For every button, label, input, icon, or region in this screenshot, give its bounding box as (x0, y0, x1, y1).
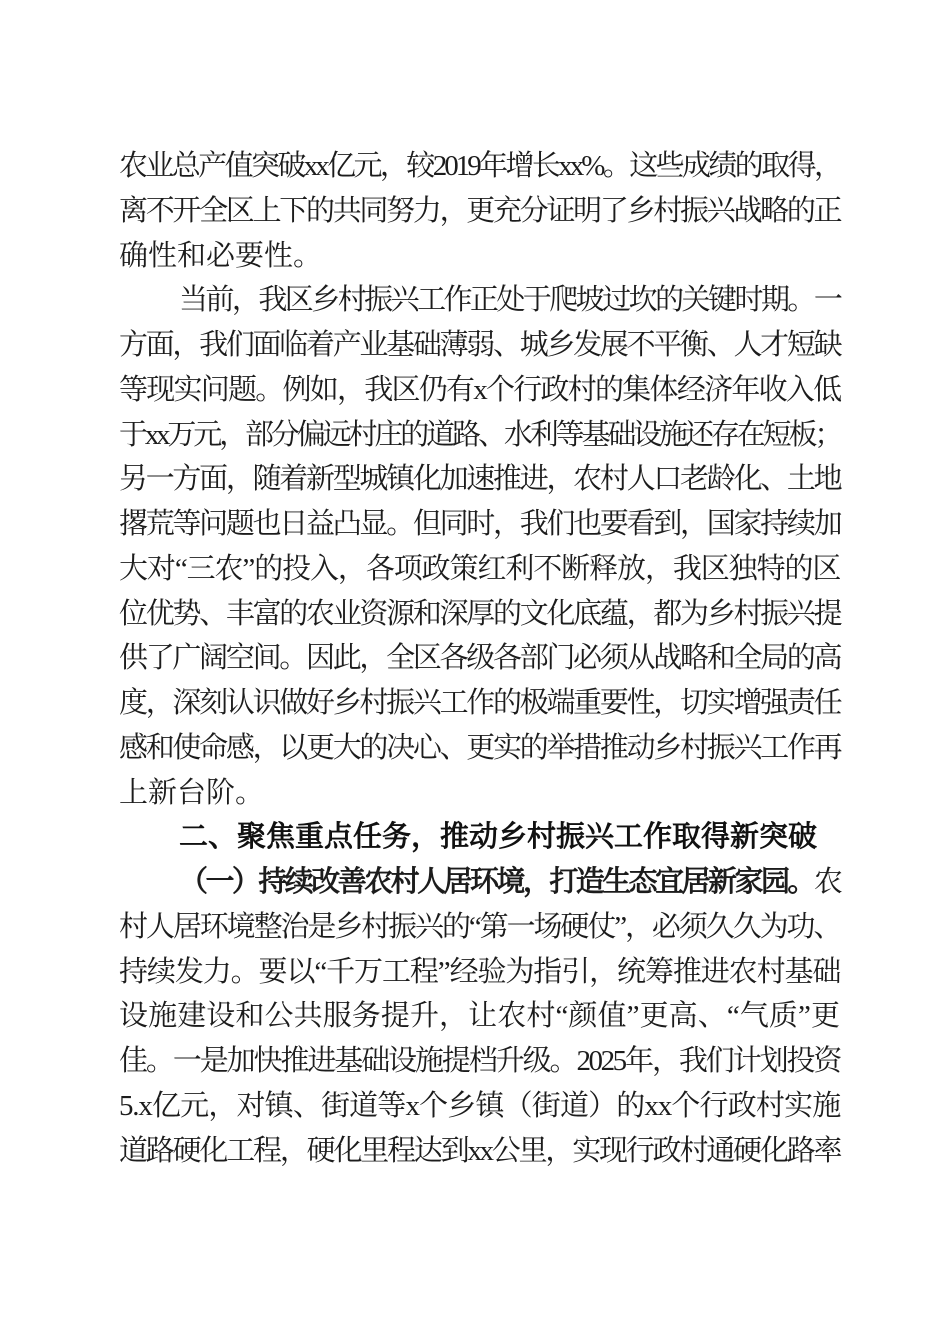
body-text-line (119, 502, 840, 547)
line-text (179, 866, 840, 898)
line-text: 大对“三农”的投入，各项政策红利不断释放，我区独特的区 (119, 552, 840, 585)
line-text: 度，深刻认识做好乡村振兴工作的极端重要性，切实增强责任 (119, 687, 840, 719)
body-text-line (119, 1039, 840, 1084)
body-text-line (119, 1129, 840, 1174)
body-text-line (119, 681, 840, 726)
body-text-line (119, 368, 840, 413)
line-text: 离不开全区上下的共同努力，更充分证明了乡村振兴战略的正 (119, 194, 840, 227)
body-run: 农 (813, 866, 840, 898)
line-text: 于xx万元，部分偏远村庄的道路、水利等基础设施还存在短板； (119, 418, 840, 451)
line-text: 方面，我们面临着产业基础薄弱、城乡发展不平衡、人才短缺 (119, 329, 840, 361)
body-text-line (119, 413, 840, 458)
line-text: 另一方面，随着新型城镇化加速推进，农村人口老龄化、土地 (119, 463, 840, 496)
line-text: 农业总产值突破xx亿元，较2019年增长xx%。这些成绩的取得， (119, 150, 840, 182)
line-text: 等现实问题。例如，我区仍有x个行政村的集体经济年收入低 (119, 373, 840, 406)
line-text: 设施建设和公共服务提升，让农村“颜值”更高、“气质”更 (119, 1000, 840, 1033)
body-text-line (119, 144, 840, 189)
line-text: 持续发力。要以“千万工程”经验为指引，统筹推进农村基础 (119, 955, 840, 988)
body-text-line (119, 1084, 840, 1129)
body-text-line (119, 726, 840, 771)
line-text: 感和使命感，以更大的决心、更实的举措推动乡村振兴工作再 (119, 731, 840, 764)
document-content (119, 144, 840, 1173)
line-text: 当前，我区乡村振兴工作正处于爬坡过坎的关键时期。一 (179, 284, 840, 317)
line-text: 道路硬化工程，硬化里程达到xx公里，实现行政村通硬化路率 (119, 1134, 840, 1167)
body-text-line (119, 547, 840, 592)
line-text: 佳。一是加快推进基础设施提档升级。2025年，我们计划投资 (119, 1045, 840, 1077)
line-text: 供了广阔空间。因此，全区各级各部门必须从战略和全局的高 (119, 642, 840, 675)
body-text-line (119, 771, 840, 816)
line-text: 位优势、丰富的农业资源和深厚的文化底蕴，都为乡村振兴提 (119, 597, 840, 630)
subsection-title-run: （一）持续改善农村人居环境，打造生态宜居新家园。 (179, 866, 814, 898)
body-text-line (119, 189, 840, 234)
body-text-line (119, 592, 840, 637)
line-text: 二、聚焦重点任务，推动乡村振兴工作取得新突破 (179, 821, 818, 854)
line-text: 5.x亿元，对镇、街道等x个乡镇（街道）的xx个行政村实施 (119, 1089, 840, 1122)
body-text-line (119, 234, 840, 279)
line-text: 撂荒等问题也日益凸显。但同时，我们也要看到，国家持续加 (119, 508, 840, 540)
section-heading (119, 815, 840, 860)
body-text-line (119, 278, 840, 323)
body-text-line (119, 457, 840, 502)
body-text-line (119, 636, 840, 681)
line-text: 确性和必要性。 (119, 239, 323, 272)
subsection-lead-line (119, 860, 840, 905)
body-text-line (119, 994, 840, 1039)
body-text-line (119, 950, 840, 995)
body-text-line (119, 323, 840, 368)
body-text-line (119, 905, 840, 950)
line-text: 村人居环境整治是乡村振兴的“第一场硬仗”，必须久久为功、 (119, 910, 840, 943)
line-text: 上新台阶。 (119, 776, 265, 809)
